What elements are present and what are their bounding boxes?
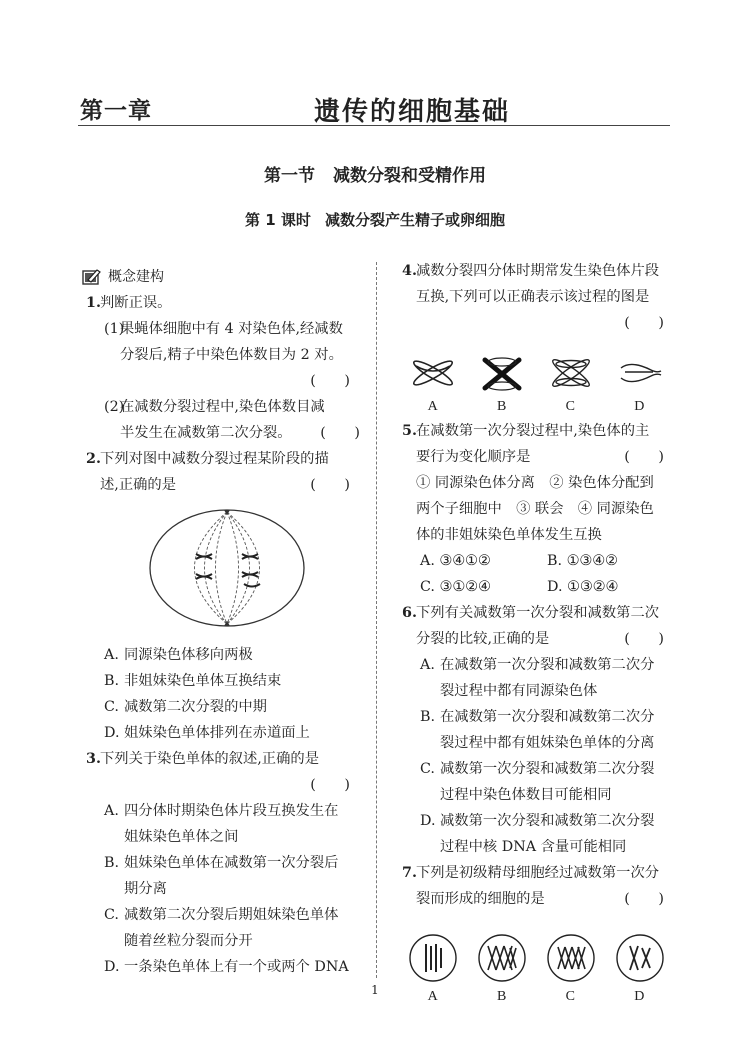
answer-blank[interactable] xyxy=(82,772,360,798)
q5-line4: 两个子细胞中 ③ 联会 ④ 同源染色 xyxy=(416,501,654,517)
question-1 xyxy=(82,290,360,316)
q1-sub2-cont xyxy=(82,420,360,446)
option-letter: D. xyxy=(104,725,120,741)
q6-option-c[interactable] xyxy=(398,756,674,782)
question-3 xyxy=(82,746,360,772)
lesson-name: 减数分裂产生精子或卵细胞 xyxy=(324,211,505,229)
q1-number: 1. xyxy=(86,295,101,311)
q3-option-d[interactable] xyxy=(82,954,360,980)
answer-paren[interactable]: ( ) xyxy=(310,477,350,493)
left-column xyxy=(82,263,360,980)
q2-line2: 述,正确的是 xyxy=(100,477,177,493)
q1-sub1-cont xyxy=(82,342,360,368)
answer-paren: ( ) xyxy=(310,777,350,793)
answer-paren[interactable]: ( ) xyxy=(320,425,360,441)
q5-option-a[interactable]: A. ③④①② xyxy=(420,553,491,569)
q5-line1: 在减数第一次分裂过程中,染色体的主 xyxy=(416,423,650,439)
question-7 xyxy=(398,860,674,886)
option-letter: C. xyxy=(420,761,435,777)
q7-cont xyxy=(398,886,674,912)
q4-cont xyxy=(398,284,674,310)
q4-figure-labels xyxy=(398,394,674,418)
option-text: 期分离 xyxy=(124,881,167,897)
q6-option-a[interactable] xyxy=(398,652,674,678)
option-letter: D. xyxy=(104,959,120,975)
section-number: 第一节 xyxy=(264,166,315,186)
q3-option-c[interactable] xyxy=(82,902,360,928)
option-text: 减数第一次分裂和减数第二次分裂 xyxy=(440,813,655,829)
q7-figure-b[interactable] xyxy=(476,932,528,984)
q4-figure-d[interactable] xyxy=(615,352,665,394)
q4-label-b: B xyxy=(497,399,507,414)
q2-cont xyxy=(82,472,360,498)
q1-sub2-line1: 在减数分裂过程中,染色体数目减 xyxy=(120,399,325,415)
q4-figures xyxy=(398,336,674,394)
option-text: 同源染色体移向两极 xyxy=(124,647,253,663)
q3-option-a-cont xyxy=(82,824,360,850)
q5-line2: 要行为变化顺序是 xyxy=(416,449,531,465)
q2-option-b[interactable] xyxy=(82,668,360,694)
q1-sub1-number: (1) xyxy=(104,321,125,337)
q4-label-c: C xyxy=(565,399,575,414)
q7-number: 7. xyxy=(402,865,417,881)
option-letter: D. xyxy=(420,813,436,829)
lesson-title xyxy=(0,209,750,230)
q7-figure-c[interactable] xyxy=(545,932,597,984)
q7-line2: 裂而形成的细胞的是 xyxy=(416,891,545,907)
answer-blank[interactable] xyxy=(398,310,674,336)
q1-sub2 xyxy=(82,394,360,420)
question-6 xyxy=(398,600,674,626)
option-letter: A. xyxy=(420,657,435,673)
q6-line2: 分裂的比较,正确的是 xyxy=(416,631,550,647)
q2-option-a[interactable] xyxy=(82,642,360,668)
option-text: 非姐妹染色单体互换结束 xyxy=(124,673,282,689)
option-text: 减数第二次分裂的中期 xyxy=(124,699,267,715)
q3-option-b[interactable] xyxy=(82,850,360,876)
option-text: 减数第一次分裂和减数第二次分裂 xyxy=(440,761,655,777)
option-text: 在减数第一次分裂和减数第二次分 xyxy=(440,709,655,725)
spindle-cell-image xyxy=(142,506,312,631)
q7-figure-d[interactable] xyxy=(614,932,666,984)
answer-paren[interactable]: ( ) xyxy=(624,891,664,907)
q2-line1: 下列对图中减数分裂过程某阶段的描 xyxy=(100,451,329,467)
q1-sub1 xyxy=(82,316,360,342)
q7-figure-a[interactable] xyxy=(407,932,459,984)
answer-paren[interactable]: ( ) xyxy=(624,449,664,465)
q6-cont xyxy=(398,626,674,652)
section-title xyxy=(0,161,750,186)
q6-option-a-cont xyxy=(398,678,674,704)
q5-option-c[interactable]: C. ③①②④ xyxy=(420,579,491,595)
q6-line1: 下列有关减数第一次分裂和减数第二次 xyxy=(416,605,660,621)
option-text: 四分体时期染色体片段互换发生在 xyxy=(124,803,339,819)
q7-label-b: B xyxy=(497,989,507,1004)
section-name: 减数分裂和受精作用 xyxy=(333,166,486,186)
q7-label-c: C xyxy=(565,989,575,1004)
question-4 xyxy=(398,258,674,284)
q5-line3: ① 同源染色体分离 ② 染色体分配到 xyxy=(416,475,654,491)
q1-sub2-number: (2) xyxy=(104,399,125,415)
q1-sub1-line2: 分裂后,精子中染色体数目为 2 对。 xyxy=(120,347,343,363)
question-2 xyxy=(82,446,360,472)
q2-option-c[interactable] xyxy=(82,694,360,720)
q5-line5: 体的非姐妹染色单体发生互换 xyxy=(416,527,602,543)
q5-items-3 xyxy=(398,522,674,548)
option-text: 裂过程中都有姐妹染色单体的分离 xyxy=(440,735,655,751)
option-text: 随着丝粒分裂而分开 xyxy=(124,933,253,949)
q5-items-2 xyxy=(398,496,674,522)
q4-line2: 互换,下列可以正确表示该过程的图是 xyxy=(416,289,650,305)
option-text: 在减数第一次分裂和减数第二次分 xyxy=(440,657,655,673)
q4-label-a: A xyxy=(427,399,438,414)
option-text: 一条染色单体上有一个或两个 DNA xyxy=(124,959,349,975)
q3-option-a[interactable] xyxy=(82,798,360,824)
q2-number: 2. xyxy=(86,451,101,467)
chapter-title: 遗传的细胞基础 xyxy=(314,97,511,127)
option-letter: A. xyxy=(104,647,119,663)
option-text: 过程中核 DNA 含量可能相同 xyxy=(440,839,627,855)
q7-line1: 下列是初级精母细胞经过减数第一次分 xyxy=(416,865,660,881)
q1-sub2-line2: 半发生在减数第二次分裂。 xyxy=(120,425,292,441)
q7-label-d: D xyxy=(634,989,645,1004)
concept-heading-text: 概念建构 xyxy=(108,268,164,285)
q6-option-b[interactable] xyxy=(398,704,674,730)
q6-option-d[interactable] xyxy=(398,808,674,834)
option-text: 过程中染色体数目可能相同 xyxy=(440,787,612,803)
q4-line1: 减数分裂四分体时期常发生染色体片段 xyxy=(416,263,660,279)
q6-option-d-cont xyxy=(398,834,674,860)
option-letter: A. xyxy=(104,803,119,819)
answer-paren[interactable]: ( ) xyxy=(624,631,664,647)
q5-cont xyxy=(398,444,674,470)
option-letter: B. xyxy=(420,709,436,725)
q7-label-a: A xyxy=(427,989,438,1004)
q6-number: 6. xyxy=(402,605,417,621)
q1-sub1-line1: 果蝇体细胞中有 4 对染色体,经减数 xyxy=(120,321,343,337)
lesson-number: 第 1 课时 xyxy=(245,211,311,229)
q5-options xyxy=(398,548,674,600)
q7-figures xyxy=(398,912,674,984)
q3-line1: 下列关于染色单体的叙述,正确的是 xyxy=(100,751,319,767)
header-rule xyxy=(78,125,670,126)
q4-figure-a[interactable] xyxy=(408,352,458,394)
q3-option-b-cont xyxy=(82,876,360,902)
q5-option-b[interactable]: B. ①③④② xyxy=(547,553,618,569)
q6-option-c-cont xyxy=(398,782,674,808)
option-text: 裂过程中都有同源染色体 xyxy=(440,683,598,699)
answer-paren: ( ) xyxy=(624,315,664,331)
option-text: 姐妹染色单体排列在赤道面上 xyxy=(124,725,310,741)
pencil-book-icon xyxy=(82,268,102,286)
q4-figure-b[interactable] xyxy=(477,352,527,394)
option-letter: B. xyxy=(104,855,120,871)
option-text: 减数第二次分裂后期姐妹染色单体 xyxy=(124,907,339,923)
question-5 xyxy=(398,418,674,444)
q5-number: 5. xyxy=(402,423,417,439)
option-letter: C. xyxy=(104,907,119,923)
answer-blank[interactable] xyxy=(82,368,360,394)
q4-number: 4. xyxy=(402,263,417,279)
option-text: 姐妹染色单体之间 xyxy=(124,829,239,845)
page-number: 1 xyxy=(371,983,379,997)
q6-option-b-cont xyxy=(398,730,674,756)
q5-option-d[interactable]: D. ①③②④ xyxy=(547,579,619,595)
answer-paren: ( ) xyxy=(310,373,350,389)
q3-option-c-cont xyxy=(82,928,360,954)
right-column xyxy=(398,258,674,1008)
q1-stem: 判断正误。 xyxy=(100,295,172,311)
chapter-number: 第一章 xyxy=(80,97,152,124)
column-divider xyxy=(376,262,377,978)
q4-label-d: D xyxy=(634,399,645,414)
q4-figure-c[interactable] xyxy=(546,352,596,394)
option-letter: C. xyxy=(104,699,119,715)
option-text: 姐妹染色单体在减数第一次分裂后 xyxy=(124,855,339,871)
q2-option-d[interactable] xyxy=(82,720,360,746)
concept-heading xyxy=(82,263,360,290)
q3-number: 3. xyxy=(86,751,101,767)
q5-items-1 xyxy=(398,470,674,496)
q2-cell-figure xyxy=(82,498,360,642)
option-letter: B. xyxy=(104,673,120,689)
